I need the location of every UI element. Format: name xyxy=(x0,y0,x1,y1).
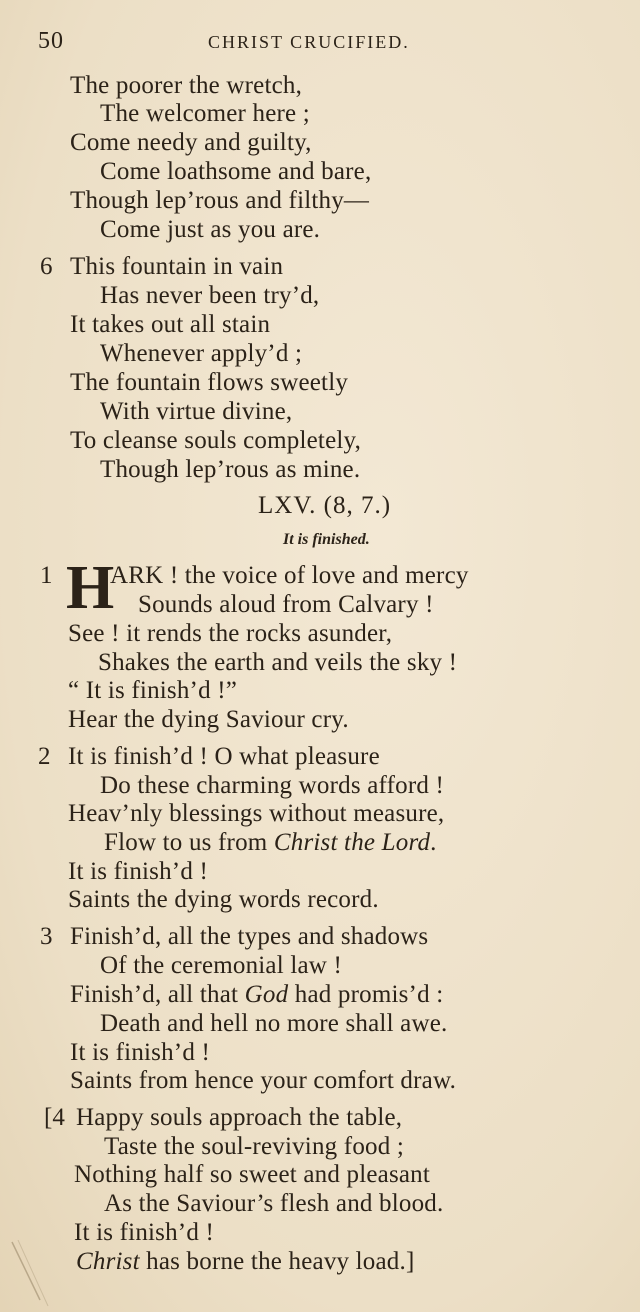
italic-emphasis: Christ xyxy=(76,1248,140,1275)
closing-bracket: ] xyxy=(405,1248,415,1275)
verse-line: Shakes the earth and veils the sky ! xyxy=(98,649,458,676)
verse-line: This fountain in vain xyxy=(70,253,284,280)
binding-stitch-mark xyxy=(10,1240,50,1310)
verse-line: Saints from hence your comfort draw. xyxy=(70,1067,457,1094)
verse-line: Come just as you are. xyxy=(100,216,321,243)
italic-emphasis: God xyxy=(244,981,289,1008)
verse-line: Come needy and guilty, xyxy=(70,129,312,156)
verse-line: Sounds aloud from Calvary ! xyxy=(138,591,434,618)
verse-line: Whenever apply’d ; xyxy=(100,340,303,367)
italic-emphasis: Christ the Lord xyxy=(273,829,431,856)
verse-line-mixed xyxy=(70,981,443,1009)
verse-line-mixed xyxy=(76,1248,415,1276)
hymn-title: It is finished. xyxy=(283,531,370,548)
line-text: had promis’d : xyxy=(288,981,444,1008)
verse-line-mixed xyxy=(104,829,437,857)
verse-line: See ! it rends the rocks asunder, xyxy=(68,620,393,647)
line-text: . xyxy=(430,829,437,856)
verse-line: It is finish’d ! xyxy=(74,1219,214,1246)
line-text: Finish’d, all that xyxy=(70,981,245,1008)
verse-line: It takes out all stain xyxy=(70,311,271,338)
running-title: CHRIST CRUCIFIED. xyxy=(208,32,410,52)
verse-line: Taste the soul-reviving food ; xyxy=(104,1133,405,1160)
verse-line: “ It is finish’d !” xyxy=(68,677,238,704)
verse-line: Nothing half so sweet and pleasant xyxy=(74,1161,431,1188)
verse-line: Though lep’rous as mine. xyxy=(100,456,361,483)
verse-line: Finish’d, all the types and shadows xyxy=(70,923,429,950)
verse-line: Happy souls approach the table, xyxy=(76,1104,403,1131)
verse-line: Do these charming words afford ! xyxy=(100,772,445,799)
verse-number: [4 xyxy=(44,1104,65,1131)
verse-line: Heav’nly blessings without measure, xyxy=(68,800,445,827)
verse-line: Has never been try’d, xyxy=(100,282,320,309)
verse-line: Though lep’rous and filthy— xyxy=(70,187,370,214)
verse-line: Death and hell no more shall awe. xyxy=(100,1010,448,1037)
verse-line: As the Saviour’s flesh and blood. xyxy=(104,1190,444,1217)
verse-line: Hear the dying Saviour cry. xyxy=(68,706,349,733)
verse-line: It is finish’d ! xyxy=(70,1039,210,1066)
hymn-number: LXV. (8, 7.) xyxy=(258,492,392,519)
verse-line: Come loathsome and bare, xyxy=(100,158,372,185)
verse-number: 2 xyxy=(38,743,51,770)
line-text: Flow to us from xyxy=(104,829,274,856)
verse-line: ARK ! the voice of love and mercy xyxy=(110,562,469,589)
verse-line: To cleanse souls completely, xyxy=(70,427,362,454)
verse-line: Saints the dying words record. xyxy=(68,886,379,913)
verse-line: It is finish’d ! O what pleasure xyxy=(68,743,380,770)
verse-number: 1 xyxy=(40,562,53,589)
verse-line: The welcomer here ; xyxy=(100,100,310,127)
stanza-number: 6 xyxy=(40,253,53,280)
page-header xyxy=(38,28,488,58)
drop-cap: H xyxy=(66,554,115,622)
verse-line: The poorer the wretch, xyxy=(70,72,303,99)
verse-line: The fountain flows sweetly xyxy=(70,369,349,396)
page-number: 50 xyxy=(38,28,64,54)
verse-number: 3 xyxy=(40,923,53,950)
line-text: has borne the heavy load. xyxy=(139,1248,406,1275)
verse-line: With virtue divine, xyxy=(100,398,293,425)
verse-line: It is finish’d ! xyxy=(68,858,208,885)
verse-line: Of the ceremonial law ! xyxy=(100,952,342,979)
